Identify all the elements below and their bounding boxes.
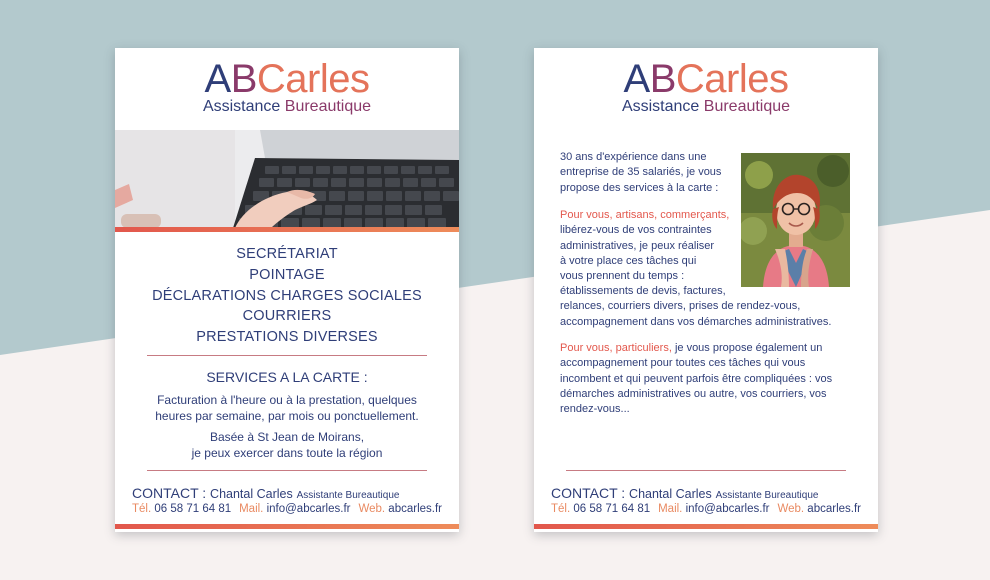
- web-label: Web.: [358, 503, 386, 515]
- web-link[interactable]: abcarles.fr: [807, 503, 861, 515]
- mail-link[interactable]: info@abcarles.fr: [685, 503, 770, 515]
- professionals-text-full: établissements de devis, factures, relances, courriers divers, prises de rendez-vous, accompagnement dans vos démarches administratives.: [560, 285, 832, 328]
- contact-label: CONTACT :: [551, 485, 626, 501]
- tel-link[interactable]: 06 58 71 64 81: [154, 503, 232, 515]
- individuals-highlight: Pour vous, particuliers,: [560, 342, 672, 354]
- flyer-front: [115, 48, 459, 532]
- mail-link[interactable]: info@abcarles.fr: [266, 503, 351, 515]
- services-list: [115, 244, 459, 348]
- tel-label: Tél.: [551, 503, 571, 515]
- professionals-text: Pour vous, artisans, commerçants, libérez-vous de vos contraintes administratives, je peux réaliser à votre place ces tâches qui vous prennent du temps :: [560, 208, 732, 284]
- accent-bar: [115, 524, 459, 529]
- contact-name: Chantal Carles: [629, 487, 712, 501]
- web-label: Web.: [777, 503, 805, 515]
- portrait-photo: [741, 153, 850, 287]
- divider: [147, 355, 427, 356]
- logo-tagline: Assistance Bureautique: [621, 98, 791, 115]
- service-item: PRESTATIONS DIVERSES: [196, 329, 378, 346]
- individuals-text: Pour vous, particuliers, je vous propose également un accompagnement pour toutes ces tâches qui vous incombent et qui peuvent parfois être compliquées : vos démarches administratives ou autre, vos courriers, vos rendez-vous...: [560, 342, 833, 416]
- contact-name: Chantal Carles: [210, 487, 293, 501]
- service-item: COURRIERS: [242, 308, 332, 325]
- professionals-highlight: Pour vous, artisans, commerçants,: [560, 209, 730, 221]
- service-item: POINTAGE: [249, 266, 325, 283]
- contact-details: [551, 503, 861, 515]
- service-item: SECRÉTARIAT: [236, 246, 338, 262]
- contact-heading: [132, 485, 399, 501]
- mail-label: Mail.: [658, 503, 683, 515]
- web-link[interactable]: abcarles.fr: [388, 503, 442, 515]
- divider: [147, 470, 427, 471]
- contact-role: Assistante Bureautique: [715, 490, 819, 501]
- logo-wordmark: ABCarles: [204, 57, 370, 101]
- contact-heading: [551, 485, 818, 501]
- logo-tagline: Assistance Bureautique: [202, 98, 372, 115]
- divider: [566, 470, 846, 471]
- service-item: DÉCLARATIONS CHARGES SOCIALES: [152, 287, 422, 304]
- tel-label: Tél.: [132, 503, 152, 515]
- logo-wordmark: ABCarles: [623, 57, 789, 101]
- accent-bar: [534, 524, 878, 529]
- logo: [534, 58, 878, 116]
- intro-text: 30 ans d'expérience dans une entreprise de 35 salariés, je vous propose des services à la carte :: [560, 151, 722, 194]
- location-text: Basée à St Jean de Moirans, je peux exercer dans toute la région: [191, 430, 383, 460]
- accent-bar: [115, 227, 459, 232]
- tel-link[interactable]: 06 58 71 64 81: [573, 503, 651, 515]
- pricing-text: Facturation à l'heure ou à la prestation, quelques heures par semaine, par mois ou ponctuellement.: [155, 393, 419, 423]
- contact-details: [132, 503, 442, 515]
- section-title: SERVICES A LA CARTE :: [206, 369, 368, 385]
- mail-label: Mail.: [239, 503, 264, 515]
- contact-label: CONTACT :: [132, 485, 207, 501]
- laptop-keyboard-photo: [115, 130, 459, 228]
- flyer-back: [534, 48, 878, 532]
- contact-role: Assistante Bureautique: [296, 490, 400, 501]
- logo: [115, 58, 459, 116]
